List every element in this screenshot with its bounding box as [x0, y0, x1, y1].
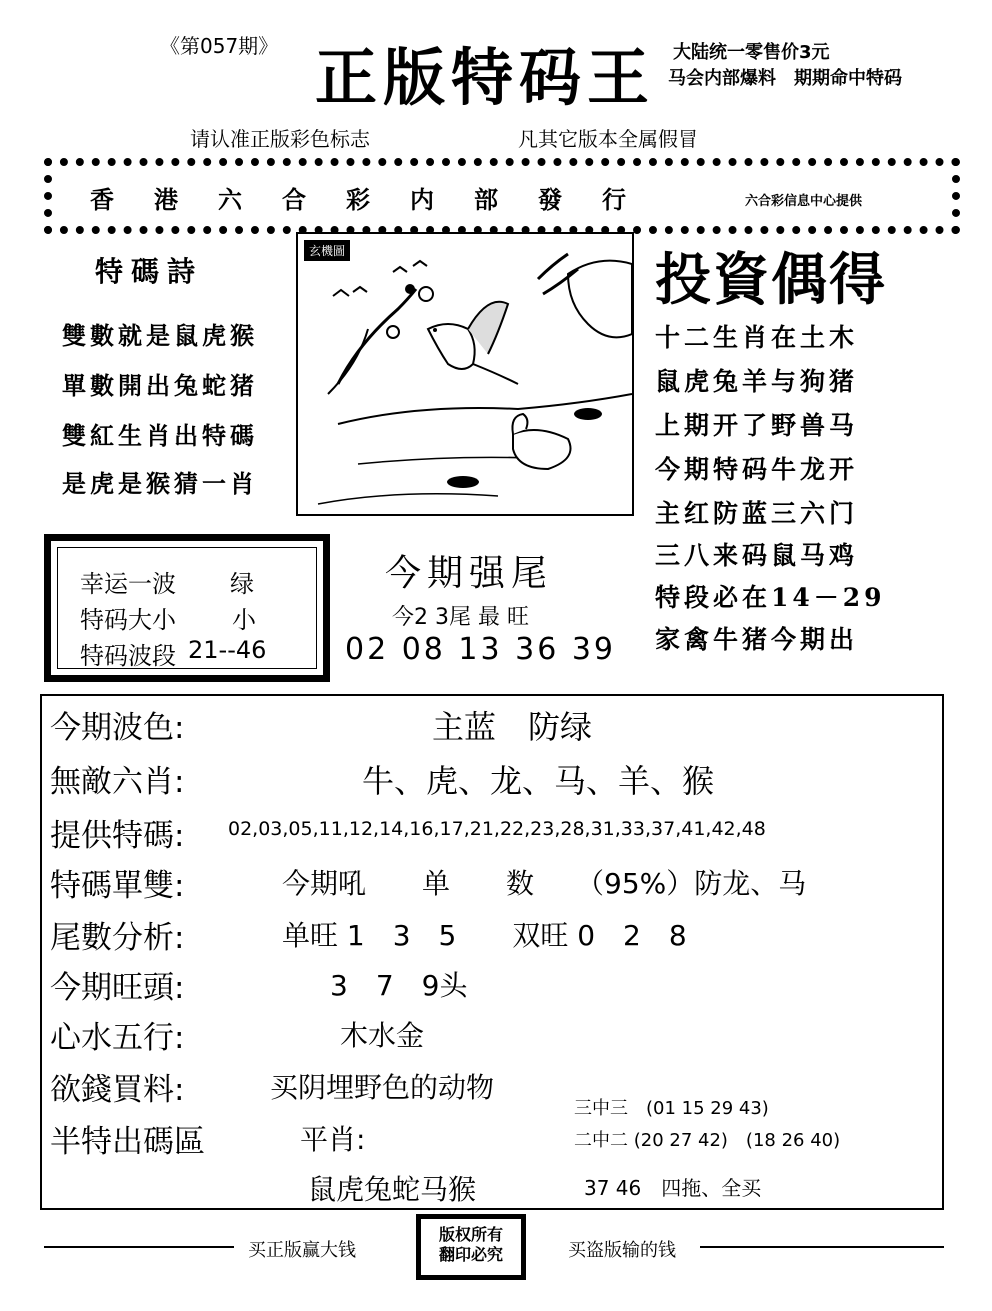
footer-rule-right [700, 1246, 944, 1248]
half-special-label: 半特出碼區 [50, 1124, 205, 1160]
range-value: 21--46 [188, 636, 267, 664]
copyright-box [416, 1214, 526, 1280]
head-label: 今期旺頭: [50, 970, 185, 1006]
buy-value: 买阴埋野色的动物 [270, 1071, 495, 1104]
six-zodiac-value: 牛、虎、龙、马、羊、猴 [362, 762, 715, 800]
odd-even-value: 今期吼 单 数 （95%）防龙、马 [282, 867, 807, 900]
footer-rule-left [44, 1246, 234, 1248]
head-value: 3 7 9头 [330, 969, 468, 1002]
poem-line: 雙紅生肖出特碼 [62, 421, 258, 450]
six-zodiac-label: 無敵六肖: [50, 764, 185, 800]
lucky-box [44, 534, 330, 682]
size-label: 特码大小 [80, 606, 176, 634]
strong-tail-subtitle: 今2 3尾 最 旺 [392, 605, 529, 630]
codes-value: 02,03,05,11,12,14,16,17,21,22,23,28,31,33,37,41,42,48 [228, 818, 766, 840]
three-of-three: 三中三 (01 15 29 43) [574, 1098, 769, 1119]
tail-analysis-label: 尾數分析: [50, 920, 185, 956]
invest-line: 上期开了野兽马 [655, 411, 859, 440]
odd-even-label: 特碼單雙: [50, 868, 185, 904]
strong-tail-title: 今期强尾 [385, 553, 554, 594]
invest-line: 家禽牛猪今期出 [655, 625, 859, 654]
two-of-two: 二中二 (20 27 42) (18 26 40) [574, 1130, 841, 1151]
element-label: 心水五行: [50, 1020, 185, 1056]
range-label: 特码波段 [80, 642, 176, 670]
invest-line: 三八来码鼠马鸡 [655, 541, 859, 570]
wave-value: 绿 [230, 570, 254, 598]
invest-line: 主红防蓝三六门 [655, 499, 859, 528]
strong-tail-numbers: 02 08 13 36 39 [345, 632, 617, 667]
four-drag: 37 46 四拖、全买 [584, 1176, 762, 1200]
invest-line: 特段必在14－29 [655, 583, 886, 612]
invest-line: 今期特码牛龙开 [655, 455, 859, 484]
price-note: 大陆统一零售价3元 [673, 42, 830, 63]
poem-line: 單數開出兔蛇猪 [62, 371, 258, 400]
inside-note: 马会内部爆料 期期命中特码 [668, 68, 902, 89]
wave-color-value: 主蓝 防绿 [432, 708, 593, 746]
half-special-zodiac: 鼠虎兔蛇马猴 [308, 1173, 477, 1206]
publisher-text: 香港六合彩内部發行 [90, 186, 666, 214]
notice-left: 请认准正版彩色标志 [190, 127, 370, 151]
wave-color-label: 今期波色: [50, 710, 185, 746]
picture-tag: 玄機圖 [304, 240, 350, 261]
goose-illustration [298, 234, 632, 514]
poem-line: 雙數就是鼠虎猴 [62, 321, 258, 350]
poem-title: 特碼詩 [95, 255, 204, 288]
invest-title: 投資偶得 [655, 247, 887, 313]
poem-line: 是虎是猴猜一肖 [62, 469, 258, 498]
tail-analysis-value: 单旺 1 3 5 双旺 0 2 8 [282, 919, 687, 952]
buy-label: 欲錢買料: [50, 1072, 185, 1108]
copyright-line-2: 翻印必究 [438, 1245, 503, 1264]
page-title: 正版特码王 [315, 41, 656, 114]
riddle-picture [296, 232, 634, 516]
notice-right: 凡其它版本全属假冒 [518, 127, 698, 151]
element-value: 木水金 [340, 1019, 425, 1052]
invest-line: 十二生肖在土木 [655, 323, 859, 352]
footer-left: 买正版赢大钱 [248, 1240, 356, 1261]
issue-number: 《第057期》 [160, 34, 279, 58]
copyright-line-1: 版权所有 [438, 1225, 503, 1244]
wave-label: 幸运一波 [80, 570, 176, 598]
footer-right: 买盗版输的钱 [568, 1240, 676, 1261]
size-value: 小 [232, 606, 256, 634]
half-special-value: 平肖: [300, 1123, 366, 1156]
codes-label: 提供特碼: [50, 818, 185, 854]
provider-text: 六合彩信息中心提供 [745, 194, 863, 209]
invest-line: 鼠虎兔羊与狗猪 [655, 367, 859, 396]
